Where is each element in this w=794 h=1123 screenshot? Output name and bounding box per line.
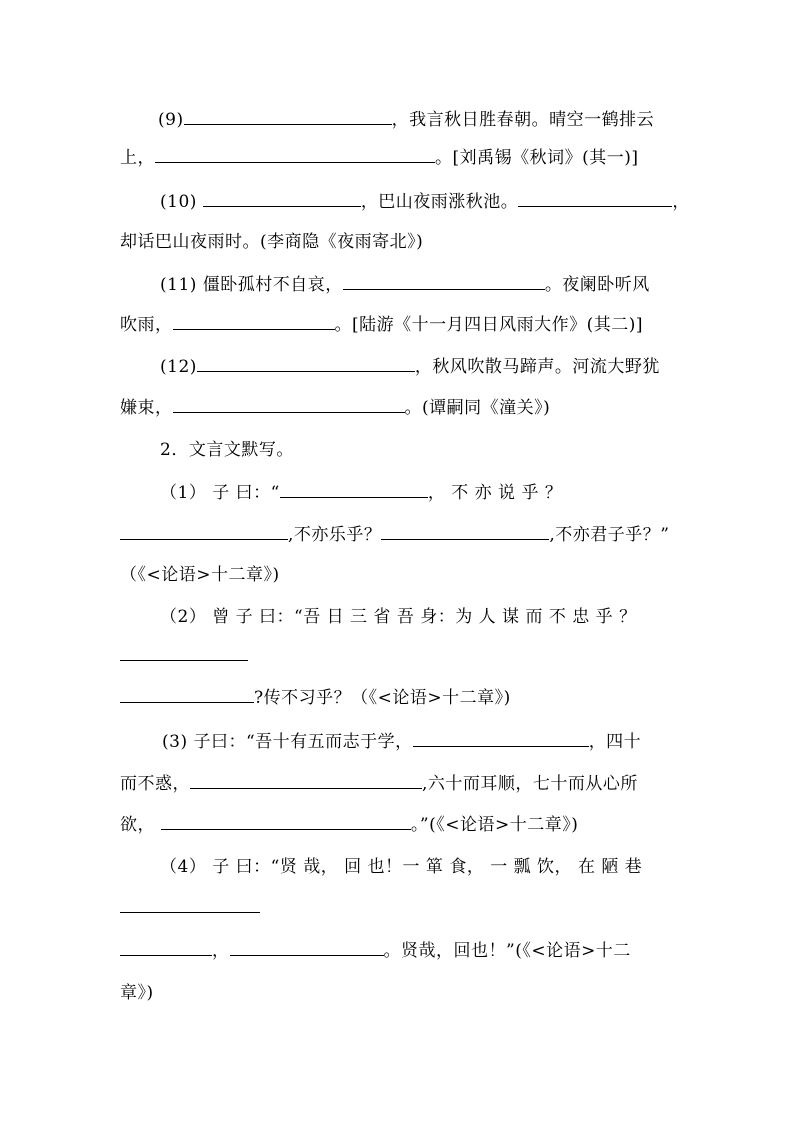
c4-line-3: 章》) [120, 983, 154, 1003]
q12-blank-2[interactable] [173, 398, 405, 413]
q9-line-1 [158, 110, 654, 130]
q11-text-b2: 。[陆游《十一月四日风雨大作》(其二)] [334, 315, 644, 335]
c1-line-2 [120, 525, 670, 545]
q12-text-b1: 嫌束， [120, 398, 173, 418]
c4-text-b2: 。贤哉，回也！”(《<论语>十二 [383, 941, 631, 961]
c3-text-b1: 而不惑， [120, 774, 190, 794]
q10-blank-2[interactable] [518, 192, 672, 207]
c2-text-b: ?传不习乎？（《<论语>十二章》) [254, 688, 511, 708]
q12-number: (12) [160, 357, 197, 377]
q12-text-b2: 。(谭嗣同《潼关》) [404, 398, 551, 418]
c4-line-1: （4） 子 曰：“贤 哉， 回 也！一 箪 食， 一 瓢 饮， 在 陋 巷 [160, 857, 643, 877]
q9-line-2 [120, 148, 639, 168]
c4-blank-3[interactable] [230, 941, 384, 956]
q10-line-1 [160, 192, 690, 212]
q11-line-1 [160, 275, 650, 295]
c1-blank-3[interactable] [381, 525, 549, 540]
q10-text-a: ，巴山夜雨涨秋池。 [360, 192, 519, 212]
q9-blank-1[interactable] [184, 110, 392, 125]
c3-line-3 [120, 815, 578, 835]
c3-text-a1: (3) 子曰：“吾十有五而志于学， [162, 732, 413, 752]
c3-text-b2: ,六十而耳顺，七十而从心所 [422, 774, 638, 794]
c1-text-b2: ,不亦君子乎？” [549, 525, 670, 545]
q10-text-a-end: ， [672, 192, 690, 212]
c1-text-b1: ,不亦乐乎？ [288, 525, 382, 545]
c4-text-b1: ， [212, 941, 230, 961]
c4-line-2 [120, 941, 631, 961]
c2-line-2 [120, 688, 511, 708]
section-2-heading: 2．文言文默写。 [160, 440, 294, 460]
q9-number: (9) [158, 110, 184, 130]
q12-text-a: ，秋风吹散马蹄声。河流大野犹 [414, 357, 660, 377]
c4-blank-1[interactable] [120, 912, 260, 913]
c1-blank-2[interactable] [120, 525, 288, 540]
q12-blank-1[interactable] [197, 357, 415, 372]
q12-line-2 [120, 398, 550, 418]
q11-text-a2: 。夜阑卧听风 [544, 275, 650, 295]
c1-blank-1[interactable] [280, 483, 428, 498]
c1-text-a2: ， 不 亦 说 乎 ？ [427, 483, 563, 503]
c1-text-a1: （1） 子 曰：“ [160, 483, 280, 503]
c2-line-1: （2） 曾 子 曰：“吾 日 三 省 吾 身：为 人 谋 而 不 忠 乎 ？ [160, 607, 637, 627]
q11-line-2 [120, 315, 643, 335]
c1-line-1 [160, 483, 562, 503]
q11-text-a1: (11) 僵卧孤村不自哀， [160, 275, 343, 295]
q9-text-b2: 。[刘禹锡《秋词》(其一)] [435, 148, 639, 168]
q12-line-1 [160, 357, 660, 377]
c3-line-1 [162, 732, 641, 752]
c3-blank-3[interactable] [161, 815, 411, 830]
q11-blank-1[interactable] [343, 275, 545, 290]
q10-number: (10) [160, 192, 197, 212]
c1-line-3: （《<论语>十二章》) [120, 565, 280, 585]
c3-blank-2[interactable] [190, 774, 422, 789]
c3-text-c1: 欲， [120, 815, 155, 835]
c3-line-2 [120, 774, 638, 794]
c3-text-a2: ，四十 [588, 732, 642, 752]
q11-text-b1: 吹雨， [120, 315, 173, 335]
q10-blank-1[interactable] [203, 192, 361, 207]
c3-blank-1[interactable] [413, 732, 589, 747]
c3-text-c2: 。”(《<论语>十二章》) [410, 815, 579, 835]
c2-blank-1[interactable] [120, 660, 248, 661]
q10-line-2 [120, 232, 423, 252]
q11-blank-2[interactable] [173, 315, 335, 330]
q9-text-a: ，我言秋日胜春朝。晴空一鹤排云 [391, 110, 655, 130]
q10-text-b: 却话巴山夜雨时。(李商隐《夜雨寄北》) [120, 232, 424, 252]
c2-blank-2[interactable] [120, 688, 254, 703]
c4-blank-2[interactable] [120, 941, 212, 956]
q9-blank-2[interactable] [155, 148, 435, 163]
q9-text-b1: 上， [120, 148, 155, 168]
